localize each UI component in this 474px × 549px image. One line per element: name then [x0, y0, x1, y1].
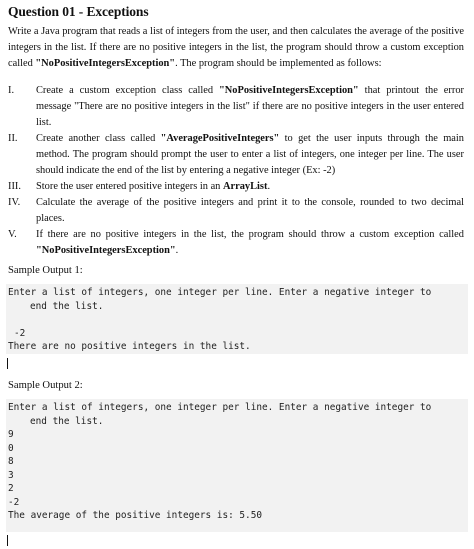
console-input-line: 9 [8, 429, 14, 440]
console-input-line: -2 [14, 327, 26, 339]
requirement-number: V. [8, 229, 17, 240]
requirement-text [36, 227, 464, 259]
question-intro [8, 24, 464, 72]
requirement-text-pre: If there are no positive integers in the list, the program should throw a custom exception called [36, 229, 464, 240]
sample-output-1-console [6, 284, 468, 354]
console-input-line: -2 [8, 496, 20, 508]
console-input-line: 2 [8, 483, 14, 494]
console-input-line: 3 [8, 469, 14, 481]
requirement-item-3 [8, 179, 464, 195]
requirement-number: II. [8, 133, 18, 144]
requirement-text-pre: Create another class called [36, 133, 161, 144]
requirement-text-post: that printout the error message "There are no positive integers in the list" if there are no positive integers in the user entered list. [36, 85, 464, 128]
requirement-text-pre: Create a custom exception class called [36, 85, 220, 96]
text-cursor-icon [7, 535, 8, 546]
console-input-line: 8 [8, 456, 14, 467]
requirement-number: III. [8, 181, 21, 192]
requirement-text [36, 131, 464, 179]
requirements-list [8, 83, 464, 259]
sample-output-1-label: Sample Output 1: [8, 265, 83, 276]
console-result-line: There are no positive integers in the list. [8, 341, 251, 352]
question-title: Question 01 - Exceptions [8, 4, 149, 19]
console-cursor [7, 531, 8, 549]
console-blank-line [8, 313, 466, 327]
console-prompt-line: Enter a list of integers, one integer per line. Enter a negative integer to [8, 402, 432, 413]
requirement-item-4 [8, 195, 464, 227]
requirement-text-bold: "NoPositiveIntegersException" [219, 85, 359, 96]
requirement-number: I. [8, 85, 15, 96]
console-result-line: The average of the positive integers is: 5.50 [8, 510, 262, 521]
requirement-text-bold: "NoPositiveIntegersException" [36, 245, 176, 256]
requirement-text [36, 179, 464, 195]
intro-text-2: . The program should be implemented as follows: [175, 58, 382, 69]
requirement-text [36, 83, 464, 131]
text-cursor-icon [7, 358, 8, 369]
requirement-text-pre: Calculate the average of the positive integers and print it to the console, rounded to two decimal places. [36, 197, 464, 224]
requirement-item-5 [8, 227, 464, 259]
requirement-number: IV. [8, 197, 21, 208]
intro-exception-name: "NoPositiveIntegersException" [35, 58, 176, 69]
requirement-text [36, 195, 464, 227]
console-input-line: 0 [8, 442, 14, 454]
requirement-item-2 [8, 131, 464, 179]
requirement-text-post: to get the user inputs through the main method. The program should prompt the user to enter a list of integers, one integer per line. The user should indicate the end of the list by entering a negative integer (Ex: -2) [36, 133, 464, 176]
requirement-item-1 [8, 83, 464, 131]
console-prompt-line: end the list. [30, 415, 104, 427]
console-cursor [7, 354, 8, 372]
sample-output-2-console [6, 399, 468, 532]
requirement-text-post: . [175, 245, 179, 256]
requirement-text-bold: ArrayList [222, 181, 268, 192]
requirement-text-pre: Store the user entered positive integers in an [36, 181, 223, 192]
requirement-text-post: . [267, 181, 271, 192]
console-prompt-line: end the list. [30, 300, 104, 312]
intro-text-1: Write a Java program that reads a list of integers from the user, and then calculates the average of the positive integers in the list. If there are no positive integers in the list, the program should throw a custom exception called [8, 26, 464, 69]
console-prompt-line: Enter a list of integers, one integer per line. Enter a negative integer to [8, 287, 432, 298]
sample-output-2-label: Sample Output 2: [8, 380, 83, 391]
requirement-text-bold: "AveragePositiveIntegers" [160, 133, 280, 144]
